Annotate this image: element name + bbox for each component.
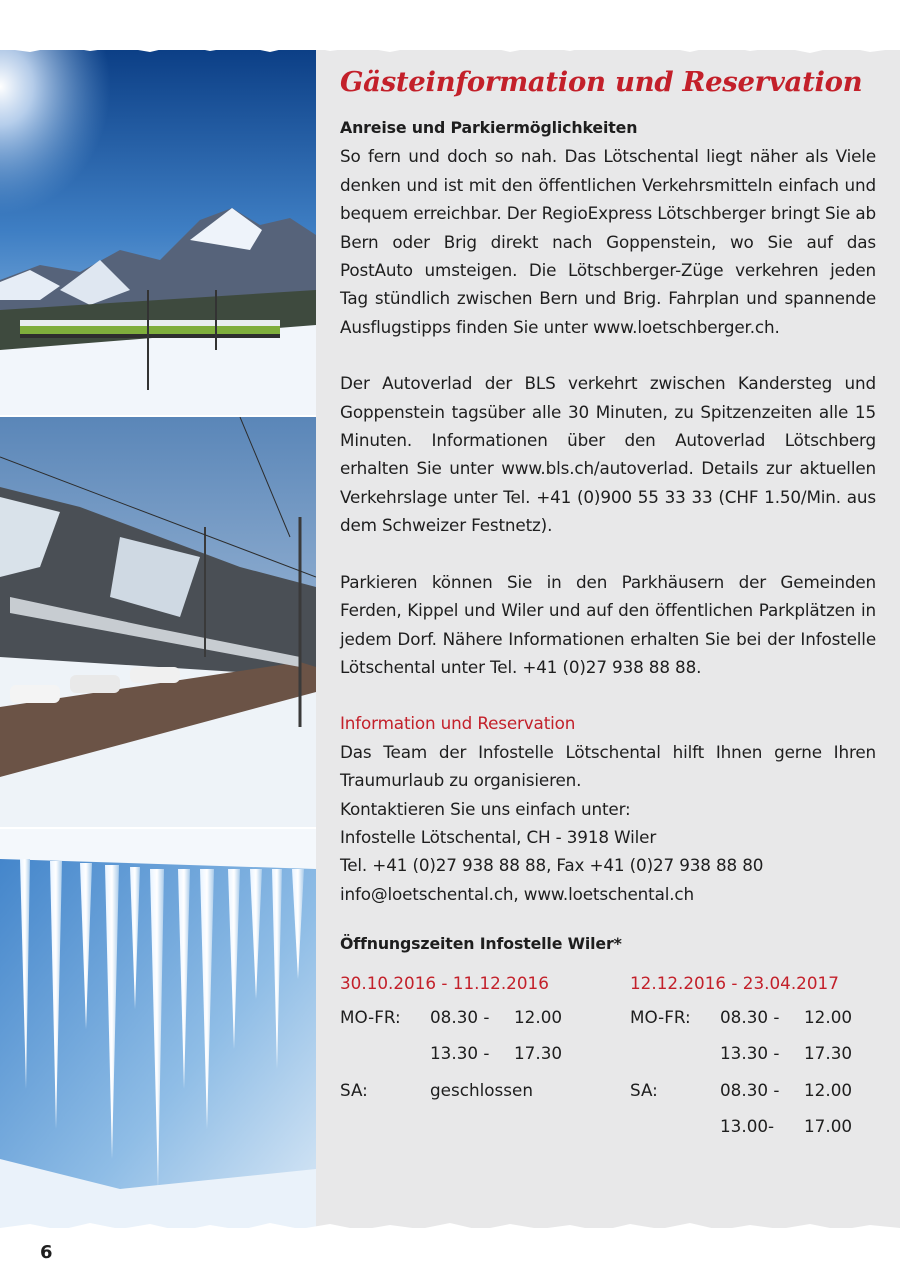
photo-icicles xyxy=(0,829,316,1228)
info-line-1: Das Team der Infostelle Lötschental hilft Ihnen gerne Ihren Traumurlaub zu organisieren. xyxy=(340,741,876,791)
info-line-5: info@loetschental.ch, www.loetschental.ch xyxy=(340,883,694,904)
period-a-row1-day: MO-FR: xyxy=(340,1006,401,1027)
period-a-row2-from: 13.30 - xyxy=(430,1043,490,1064)
period-b-row1-from: 08.30 - xyxy=(720,1006,780,1027)
period-a-row1-from: 08.30 - xyxy=(430,1006,490,1027)
parking-paragraph: Parkieren können Sie in den Parkhäusern der Gemeinden Ferden, Kippel und Wiler und auf den öffentlichen Parkplätzen in jedem Dorf. Nähere Informationen erhalten Sie bei der Infostelle Lötschental unter Tel. +41 (0)27 938 88 88. xyxy=(340,571,876,677)
period-b-row1-to: 12.00 xyxy=(804,1006,853,1027)
period-b-row1-day: MO-FR: xyxy=(630,1006,691,1027)
info-line-3: Infostelle Lötschental, CH - 3918 Wiler xyxy=(340,826,657,847)
period-b-row3-to: 12.00 xyxy=(804,1079,853,1100)
period-b-row4-from: 13.00- xyxy=(720,1116,775,1137)
hours-heading: Öffnungszeiten Infostelle Wiler* xyxy=(340,934,622,954)
page-title: Gästeinformation und Reservation xyxy=(340,66,863,98)
travel-heading: Anreise und Parkiermöglichkeiten xyxy=(340,118,638,137)
info-heading: Information und Reservation xyxy=(340,713,576,734)
content xyxy=(340,66,876,1143)
period-b-row4-to: 17.00 xyxy=(804,1116,853,1137)
period-a-row3-day: SA: xyxy=(340,1079,368,1100)
period-a-row2-to: 17.30 xyxy=(514,1043,563,1064)
period-a-row3-from: geschlossen xyxy=(430,1079,533,1100)
photo-train-mountains xyxy=(0,50,316,415)
period-a-row1-to: 12.00 xyxy=(514,1006,563,1027)
period-b-row2-to: 17.30 xyxy=(804,1043,853,1064)
torn-edge-bottom xyxy=(0,1212,900,1242)
photo-column xyxy=(0,50,316,1228)
hours-period-b xyxy=(630,973,880,1153)
info-line-2: Kontaktieren Sie uns einfach unter: xyxy=(340,798,631,819)
period-b-row2-from: 13.30 - xyxy=(720,1043,780,1064)
period-b-row3-day: SA: xyxy=(630,1079,658,1100)
opening-hours-table xyxy=(340,973,876,1143)
photo-car-train xyxy=(0,417,316,827)
period-a-dates: 30.10.2016 - 11.12.2016 xyxy=(340,972,549,993)
hours-period-a xyxy=(340,973,590,1117)
info-line-4: Tel. +41 (0)27 938 88 88, Fax +41 (0)27 938 88 80 xyxy=(340,855,764,876)
period-b-dates: 12.12.2016 - 23.04.2017 xyxy=(630,972,839,993)
carload-paragraph: Der Autoverlad der BLS verkehrt zwischen Kandersteg und Goppenstein tagsüber alle 30 Minuten, zu Spitzenzeiten alle 15 Minuten. Informationen über den Autoverlad Lötschberg erhalten Sie unter www.bls.ch/autoverlad. Details zur aktuellen Verkehrslage unter Tel. +41 (0)900 55 33 33 (CHF 1.50/Min. aus dem Schweizer Festnetz). xyxy=(340,373,876,536)
torn-edge-top xyxy=(0,34,900,64)
page-number: 6 xyxy=(40,1242,53,1263)
travel-paragraph: So fern und doch so nah. Das Lötschental liegt näher als Viele denken und ist mit den öffentlichen Verkehrsmitteln einfach und bequem erreichbar. Der RegioExpress Lötschberger bringt Sie ab Bern oder Brig direkt nach Goppenstein, wo Sie auf das PostAuto umsteigen. Die Lötschberger-Züge verkehren jeden Tag stündlich zwischen Bern und Brig. Fahrplan und spannende Ausflugstipps finden Sie unter www.loetschberger.ch. xyxy=(340,146,877,337)
period-b-row3-from: 08.30 - xyxy=(720,1079,780,1100)
